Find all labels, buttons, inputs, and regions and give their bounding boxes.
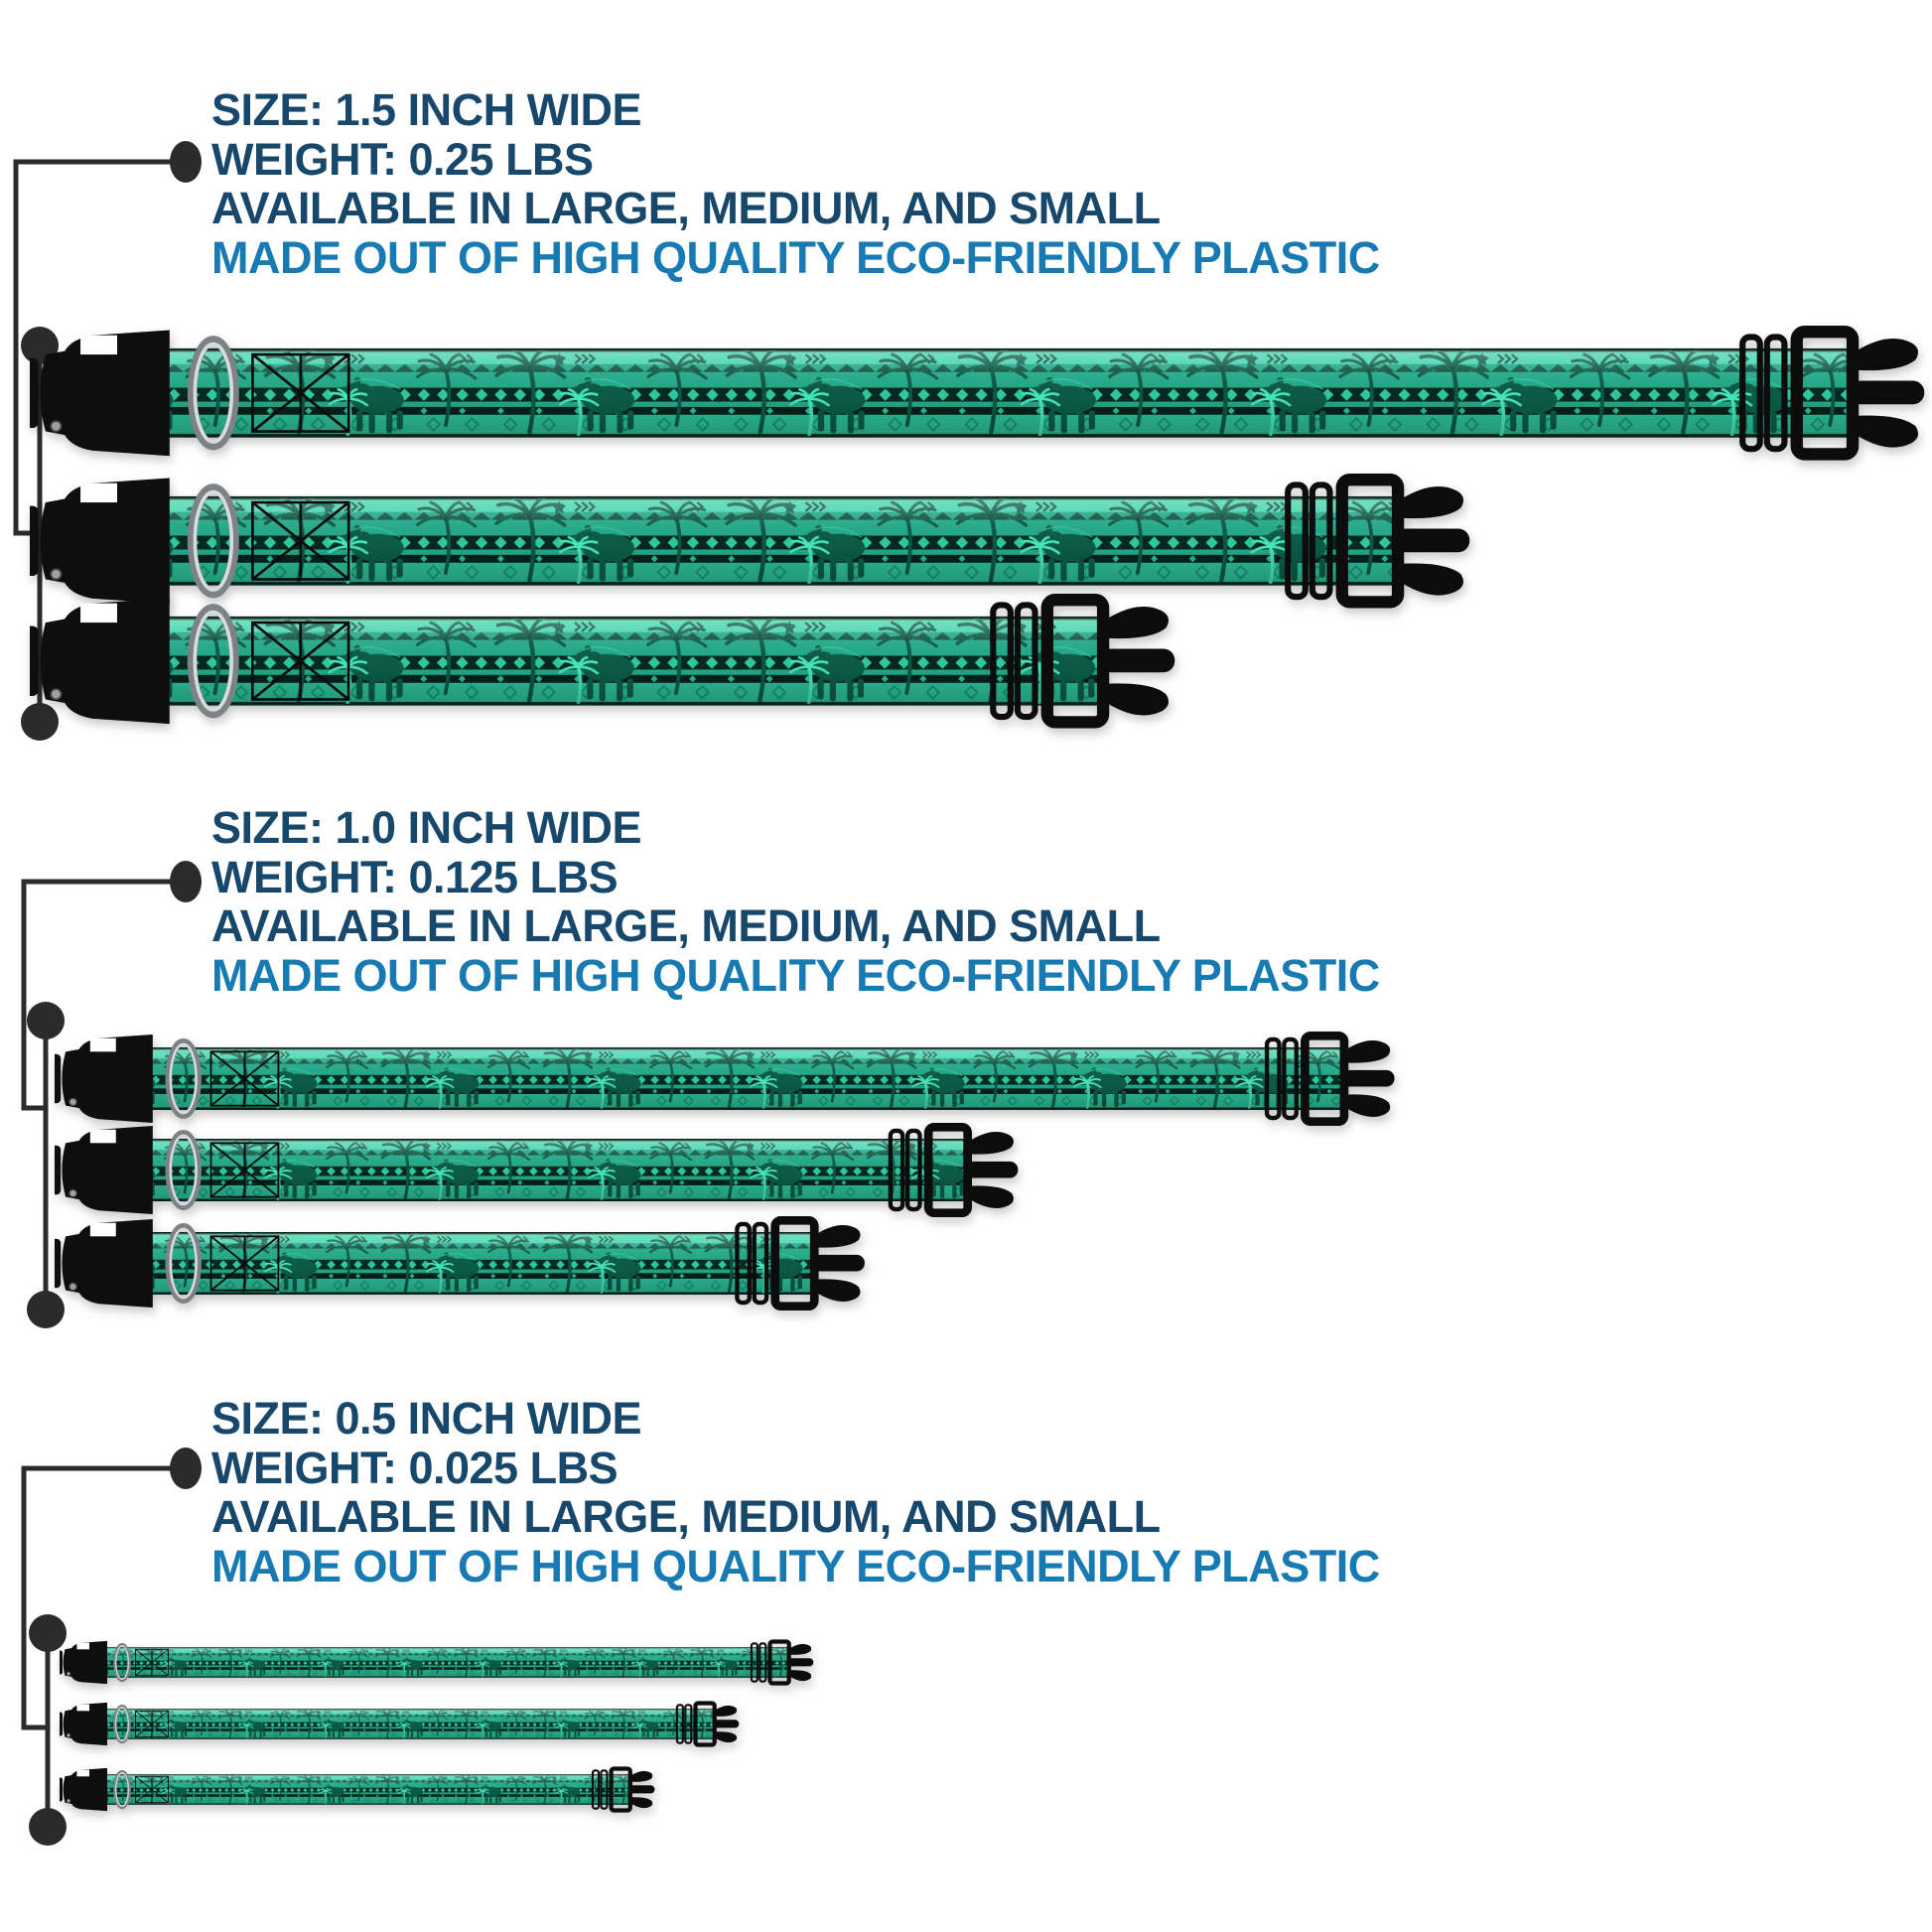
buckle-female <box>30 598 170 724</box>
availability-label: AVAILABLE IN LARGE, MEDIUM, AND SMALL <box>211 900 1161 951</box>
availability-label: AVAILABLE IN LARGE, MEDIUM, AND SMALL <box>211 183 1161 233</box>
collar-photo-0-5in-large <box>60 1637 814 1688</box>
collar-photo-1-5in-large <box>30 319 1926 468</box>
spec-block-1-0-inch <box>211 803 1380 1000</box>
strap <box>152 618 1098 705</box>
buckle-female <box>60 1641 107 1684</box>
strap <box>140 1048 1340 1110</box>
strap <box>140 1140 964 1201</box>
collar-photo-1-0in-large <box>55 1027 1401 1131</box>
collar-photo-1-0in-small <box>55 1211 869 1315</box>
weight-label: WEIGHT: 0.25 LBS <box>211 133 594 185</box>
callout-dot-icon <box>170 141 202 183</box>
weight-label: WEIGHT: 0.025 LBS <box>211 1442 619 1493</box>
material-label: MADE OUT OF HIGH QUALITY ECO-FRIENDLY PLASTIC <box>211 949 1380 1001</box>
strap <box>140 1233 810 1295</box>
spec-block-0-5-inch <box>211 1394 1380 1590</box>
buckle-female <box>60 1703 107 1745</box>
material-label: MADE OUT OF HIGH QUALITY ECO-FRIENDLY PLASTIC <box>211 231 1380 283</box>
buckle-female <box>55 1035 153 1123</box>
size-label: SIZE: 1.5 INCH WIDE <box>211 84 642 135</box>
strap <box>152 349 1848 437</box>
collar-photo-0-5in-small <box>60 1764 655 1815</box>
buckle-female <box>30 478 170 604</box>
callout-dot-icon <box>170 861 202 902</box>
strap <box>101 1648 787 1678</box>
material-label: MADE OUT OF HIGH QUALITY ECO-FRIENDLY PLASTIC <box>211 1540 1380 1591</box>
buckle-female <box>55 1219 153 1308</box>
size-label: SIZE: 0.5 INCH WIDE <box>211 1393 642 1444</box>
collar-photo-1-5in-small <box>30 587 1176 736</box>
collar-photo-0-5in-medium <box>60 1699 740 1749</box>
buckle-female <box>30 330 170 456</box>
collar-photo-1-0in-medium <box>55 1118 1023 1222</box>
availability-label: AVAILABLE IN LARGE, MEDIUM, AND SMALL <box>211 1491 1161 1542</box>
spec-block-1-5-inch <box>211 85 1380 282</box>
buckle-female <box>60 1768 107 1811</box>
buckle-female <box>55 1126 153 1214</box>
strap <box>101 1775 628 1805</box>
weight-label: WEIGHT: 0.125 LBS <box>211 851 619 902</box>
size-label: SIZE: 1.0 INCH WIDE <box>211 802 642 853</box>
callout-dot-icon <box>170 1448 202 1489</box>
strap <box>101 1710 716 1739</box>
